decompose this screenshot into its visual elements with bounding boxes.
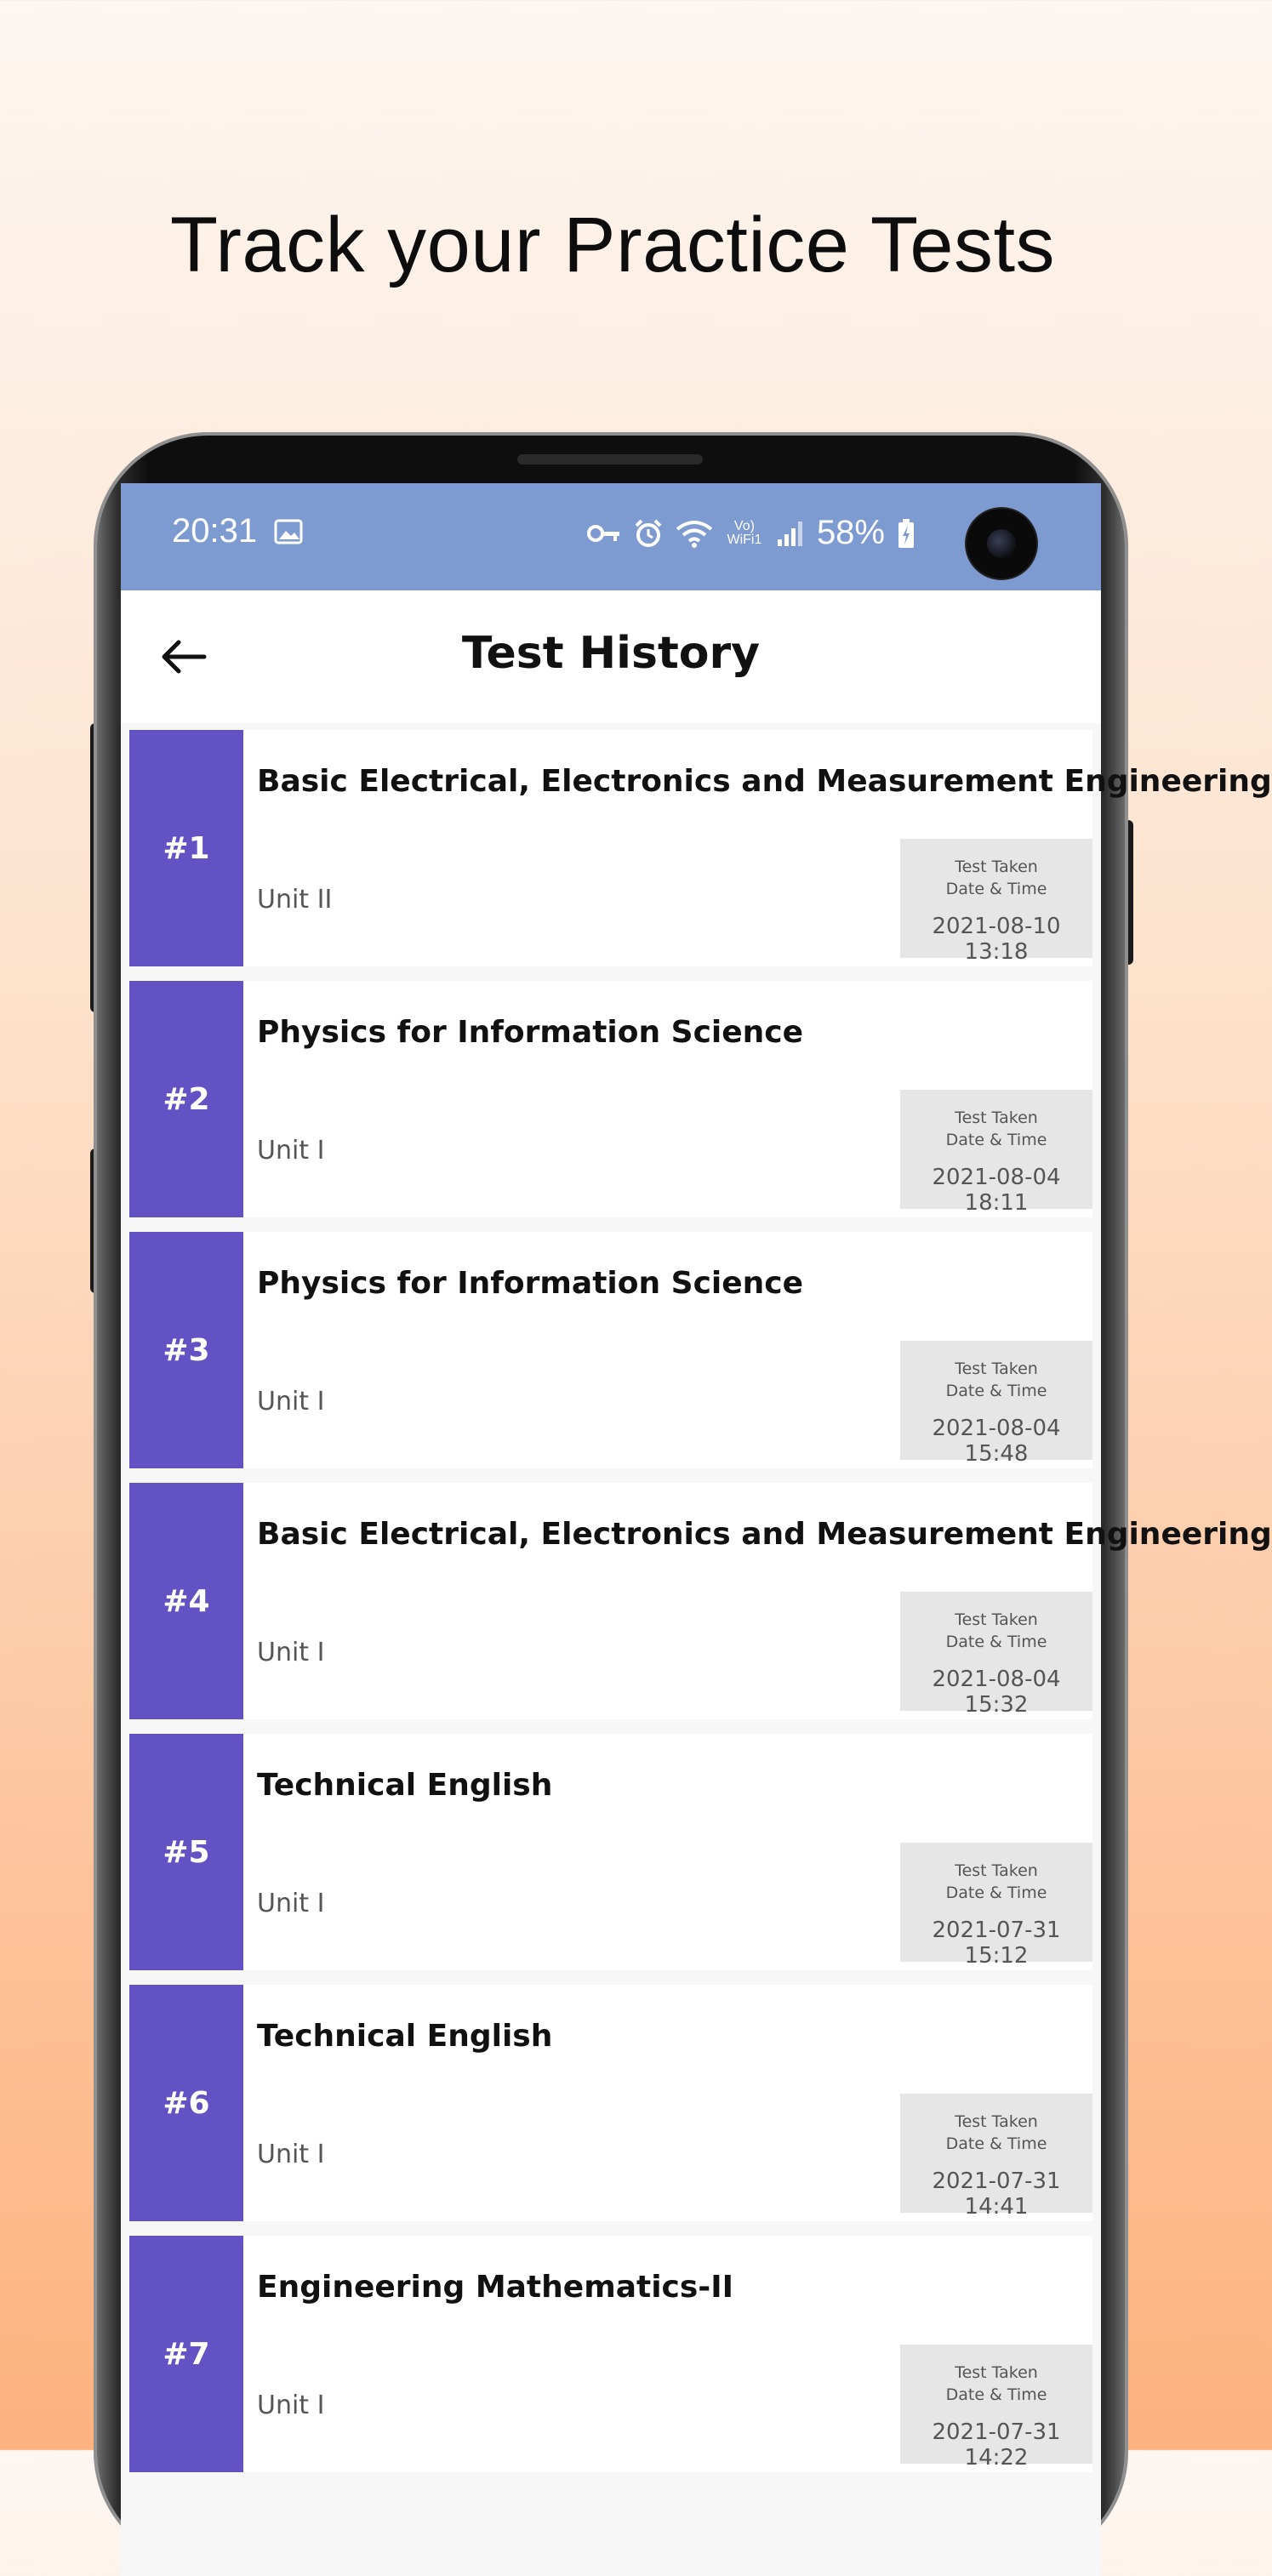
rank-badge: #1 (129, 730, 243, 966)
unit-label: Unit I (257, 1387, 325, 1416)
rank-badge: #5 (129, 1734, 243, 1970)
test-taken-label: Test Taken Date & Time (945, 2363, 1047, 2404)
test-datetime: 2021-08-04 15:48 (932, 1416, 1061, 1467)
test-history-card[interactable] (129, 730, 1272, 966)
test-datetime: 2021-07-31 15:12 (932, 1918, 1061, 1969)
test-taken-stamp (900, 839, 1092, 965)
subject-title: Technical English (257, 2019, 553, 2054)
subject-title: Basic Electrical, Electronics and Measurement Engineering (257, 764, 1272, 799)
page-title: Test History (461, 628, 761, 679)
front-camera (967, 509, 1036, 578)
status-bar (121, 483, 1101, 590)
test-history-card[interactable] (129, 981, 1092, 1217)
test-datetime: 2021-08-04 15:32 (932, 1667, 1061, 1718)
rank-badge: #4 (129, 1483, 243, 1719)
phone-screen (121, 483, 1272, 2576)
battery-charging-icon (897, 518, 915, 549)
rank-badge: #7 (129, 2236, 243, 2472)
test-taken-stamp (900, 1592, 1092, 1718)
test-taken-label: Test Taken Date & Time (945, 1610, 1047, 1651)
test-history-card[interactable] (129, 1985, 1092, 2221)
wifi-icon (676, 519, 713, 548)
test-datetime: 2021-07-31 14:41 (932, 2169, 1061, 2220)
test-history-card[interactable] (129, 1232, 1092, 1468)
test-datetime: 2021-08-10 13:18 (932, 914, 1061, 965)
app-bar (121, 590, 1101, 723)
test-history-card[interactable] (129, 1734, 1092, 1970)
test-taken-stamp (900, 2345, 1092, 2471)
status-time: 20:31 (172, 512, 258, 550)
test-history-card[interactable] (129, 2236, 1092, 2472)
unit-label: Unit I (257, 2140, 325, 2169)
rank-badge: #6 (129, 1985, 243, 2221)
test-taken-stamp (900, 1090, 1092, 1216)
test-taken-stamp (900, 1341, 1092, 1467)
phone-frame (97, 436, 1272, 2562)
alarm-icon (633, 518, 664, 549)
subject-title: Technical English (257, 1768, 553, 1803)
vpn-key-icon (587, 522, 621, 544)
unit-label: Unit I (257, 1638, 325, 1667)
signal-strength-icon (776, 519, 805, 548)
unit-label: Unit I (257, 1136, 325, 1165)
test-taken-label: Test Taken Date & Time (945, 858, 1047, 898)
test-taken-label: Test Taken Date & Time (945, 2112, 1047, 2153)
battery-percentage: 58% (816, 514, 885, 551)
test-taken-label: Test Taken Date & Time (945, 1108, 1047, 1149)
test-taken-stamp (900, 2094, 1092, 2220)
gallery-icon (274, 519, 303, 544)
volte-wifi-label: Vo) WiFi1 (727, 518, 762, 547)
subject-title: Engineering Mathematics-II (257, 2270, 734, 2305)
unit-label: Unit I (257, 2391, 325, 2420)
test-taken-label: Test Taken Date & Time (945, 1359, 1047, 1400)
test-datetime: 2021-07-31 14:22 (932, 2419, 1061, 2471)
unit-label: Unit I (257, 1889, 325, 1918)
earpiece-speaker (517, 454, 703, 464)
test-taken-stamp (900, 1843, 1092, 1969)
promo-headline: Track your Practice Tests (169, 202, 1056, 288)
test-datetime: 2021-08-04 18:11 (932, 1165, 1061, 1216)
test-history-list (129, 730, 1272, 2487)
test-history-card[interactable] (129, 1483, 1272, 1719)
subject-title: Physics for Information Science (257, 1266, 804, 1301)
rank-badge: #2 (129, 981, 243, 1217)
subject-title: Basic Electrical, Electronics and Measurement Engineering (257, 1517, 1272, 1552)
subject-title: Physics for Information Science (257, 1015, 804, 1050)
rank-badge: #3 (129, 1232, 243, 1468)
unit-label: Unit II (257, 885, 333, 915)
test-taken-label: Test Taken Date & Time (945, 1861, 1047, 1902)
